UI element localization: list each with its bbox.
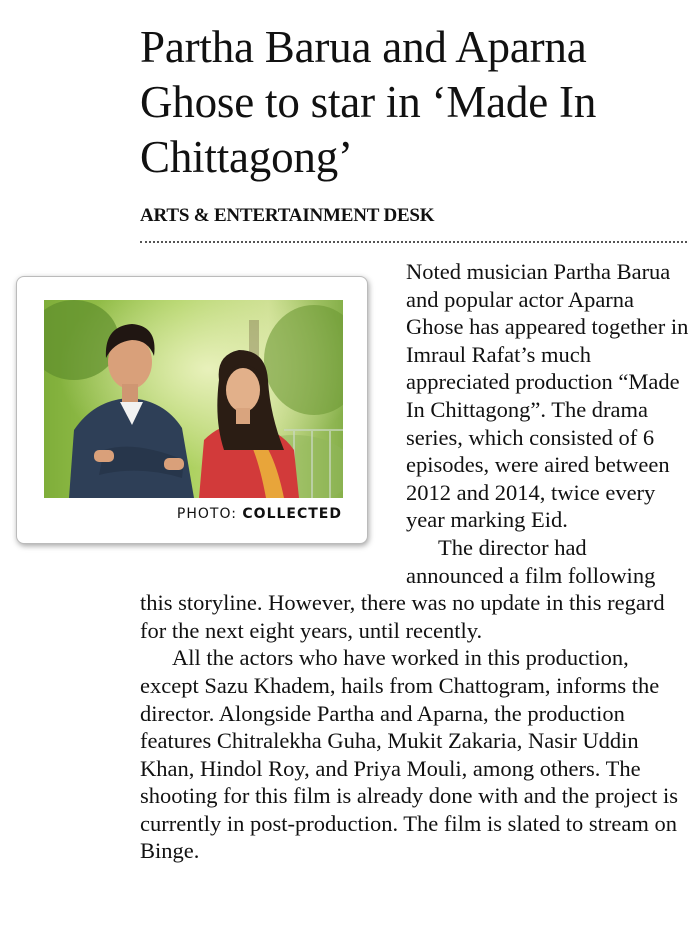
article-body: [140, 258, 689, 865]
headline: Partha Barua and Aparna Ghose to star in ‘Made In Chittagong’: [140, 22, 597, 182]
paragraph-2: The director had announced a film following this storyline. However, there was no update in this regard for the next eight years, until recently.: [140, 534, 665, 643]
paragraph-1: Noted musician Partha Barua and popular actor Aparna Ghose has appeared together in Imraul Rafat’s much appreciated production “Made In Chittagong”. The drama series, which consisted of 6 episodes, were aired between 2012 and 2014, twice every year marking Eid.: [406, 259, 689, 533]
photo-credit-source: COLLECTED: [242, 506, 342, 522]
dotted-divider: [140, 241, 687, 243]
paragraph-3: All the actors who have worked in this production, except Sazu Khadem, hails from Chattogram, informs the director. Alongside Partha and Aparna, the production features Chitralekha Guha, Mukit Zakaria, Nasir Uddin Khan, Hindol Roy, and Priya Mouli, among others. The shooting for this film is already done with and the project is currently in post-production. The film is slated to stream on Binge.: [140, 645, 679, 864]
byline: ARTS & ENTERTAINMENT DESK: [140, 205, 435, 226]
photo-credit-prefix: PHOTO:: [176, 506, 243, 522]
